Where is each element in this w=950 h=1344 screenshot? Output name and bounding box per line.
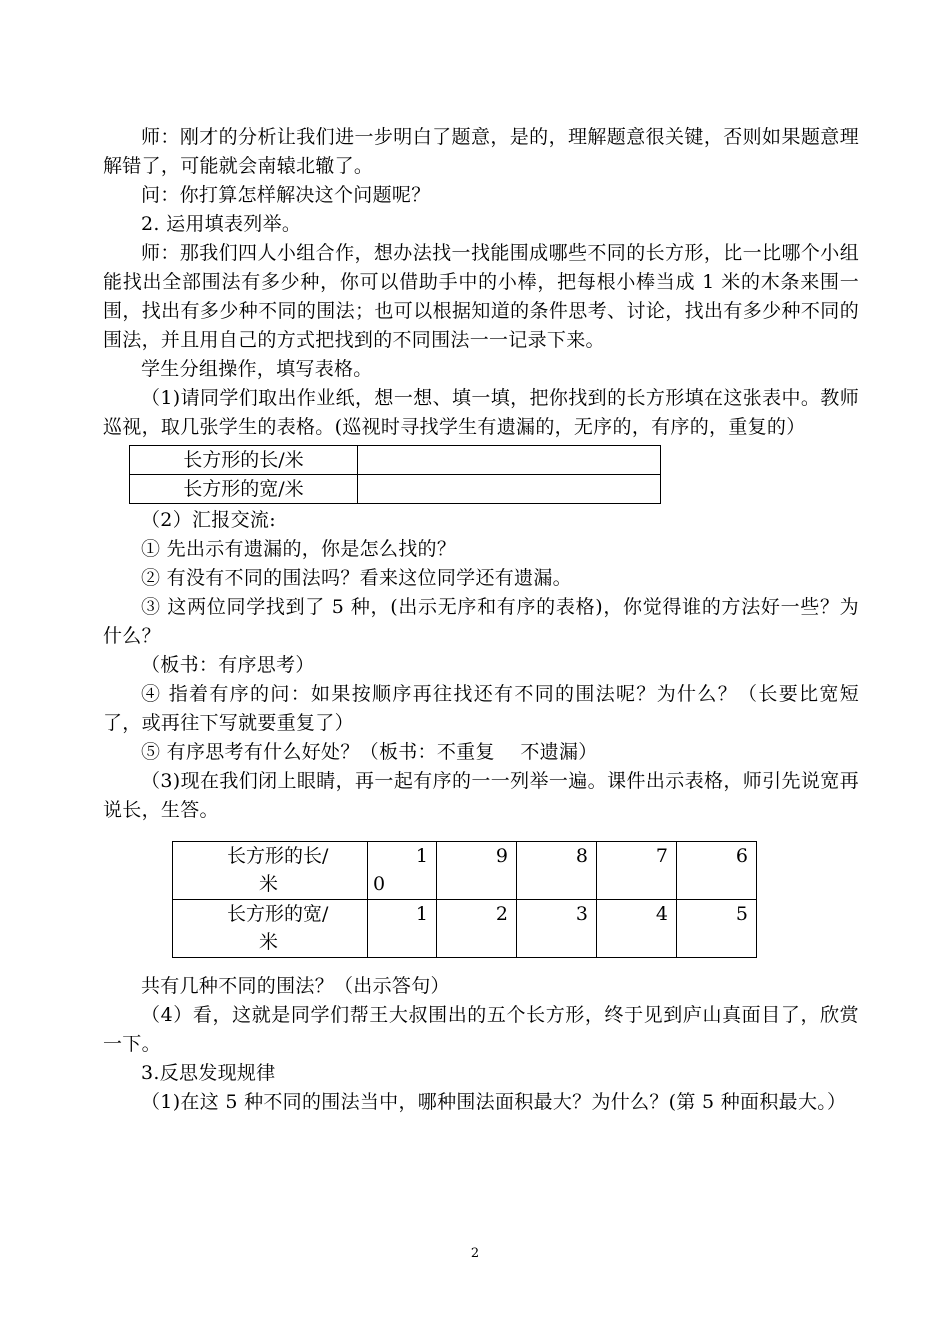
paragraph-question: 问：你打算怎样解决这个问题呢？ bbox=[141, 184, 431, 206]
paragraph-how-many: 共有几种不同的围法？（出示答句） bbox=[141, 975, 450, 997]
table-row bbox=[173, 842, 757, 900]
table-cell-width-value: 1 bbox=[368, 900, 437, 958]
table-row bbox=[130, 475, 661, 504]
paragraph-board-note: （板书：有序思考） bbox=[141, 654, 315, 676]
paragraph-step-3: （3)现在我们闭上眼睛，再一起有序的一一列举一遍。课件出示表格，师引先说宽再说长，生答。 bbox=[103, 770, 859, 821]
document-body bbox=[103, 123, 859, 1117]
table-cell-width-value: 3 bbox=[517, 900, 597, 958]
table-cell-width-label: 长方形的宽/米 bbox=[130, 475, 358, 504]
label-line: 长方形的宽/ bbox=[227, 903, 329, 925]
table-cell-length-value bbox=[368, 842, 437, 900]
table-cell-length-value: 9 bbox=[437, 842, 517, 900]
paragraph-step-4: （4）看，这就是同学们帮王大叔围出的五个长方形，终于见到庐山真面目了，欣赏一下。 bbox=[103, 1004, 859, 1055]
table-row bbox=[173, 900, 757, 958]
paragraph-step-2: （2）汇报交流: bbox=[141, 509, 276, 531]
table-cell-length-value: 6 bbox=[677, 842, 757, 900]
table-cell-width-label bbox=[173, 900, 368, 958]
table-cell-length-label bbox=[173, 842, 368, 900]
paragraph-section-3: 3.反思发现规律 bbox=[141, 1062, 276, 1084]
label-line: 长方形的长/ bbox=[227, 845, 329, 867]
paragraph-item-3: ③ 这两位同学找到了 5 种，(出示无序和有序的表格)，你觉得谁的方法好一些？为什么？ bbox=[103, 596, 859, 647]
table-cell-length-value bbox=[358, 446, 661, 475]
paragraph-step-1: （1)请同学们取出作业纸，想一想、填一填，把你找到的长方形填在这张表中。教师巡视，取几张学生的表格。(巡视时寻找学生有遗漏的，无序的，有序的，重复的） bbox=[103, 387, 859, 438]
table-cell-width-value: 5 bbox=[677, 900, 757, 958]
table-cell-length-value: 8 bbox=[517, 842, 597, 900]
page-number: 2 bbox=[470, 1246, 480, 1261]
table-row bbox=[130, 446, 661, 475]
paragraph-item-1: ① 先出示有遗漏的，你是怎么找的？ bbox=[141, 538, 457, 560]
value-line: 0 bbox=[373, 873, 386, 895]
label-line: 米 bbox=[259, 931, 279, 953]
label-line: 米 bbox=[259, 873, 279, 895]
ordered-rectangle-table bbox=[172, 841, 757, 958]
paragraph-item-2: ② 有没有不同的围法吗？看来这位同学还有遗漏。 bbox=[141, 567, 572, 589]
table-cell-width-value: 2 bbox=[437, 900, 517, 958]
paragraph-group-work: 师：那我们四人小组合作，想办法找一找能围成哪些不同的长方形，比一比哪个小组能找出全部围法有多少种，你可以借助手中的小棒，把每根小棒当成 1 米的木条来围一围，找出有多少种不同的围法；也可以根据知道的条件思考、讨论，找出有多少种不同的围法，并且用自己的方式把找到的不同围法一一记录下来。 bbox=[103, 242, 859, 351]
value-line: 1 bbox=[415, 845, 428, 867]
paragraph-item-4: ④ 指着有序的问：如果按顺序再往找还有不同的围法呢？为什么？（长要比宽短了，或再往下写就要重复了） bbox=[103, 683, 859, 734]
paragraph-reflection-1: （1)在这 5 种不同的围法当中，哪种围法面积最大？为什么？(第 5 种面积最大。） bbox=[141, 1091, 847, 1113]
table-cell-width-value: 4 bbox=[597, 900, 677, 958]
paragraph-teacher-analysis: 师：刚才的分析让我们进一步明白了题意，是的，理解题意很关键，否则如果题意理解错了，可能就会南辕北辙了。 bbox=[103, 126, 859, 177]
paragraph-item-5: ⑤ 有序思考有什么好处？（板书：不重复 不遗漏） bbox=[141, 741, 598, 763]
blank-rectangle-table bbox=[129, 445, 661, 504]
table-cell-width-value bbox=[358, 475, 661, 504]
table-cell-length-value: 7 bbox=[597, 842, 677, 900]
table-cell-length-label: 长方形的长/米 bbox=[130, 446, 358, 475]
paragraph-section-2: 2. 运用填表列举。 bbox=[141, 213, 302, 235]
paragraph-student-operation: 学生分组操作，填写表格。 bbox=[141, 358, 373, 380]
